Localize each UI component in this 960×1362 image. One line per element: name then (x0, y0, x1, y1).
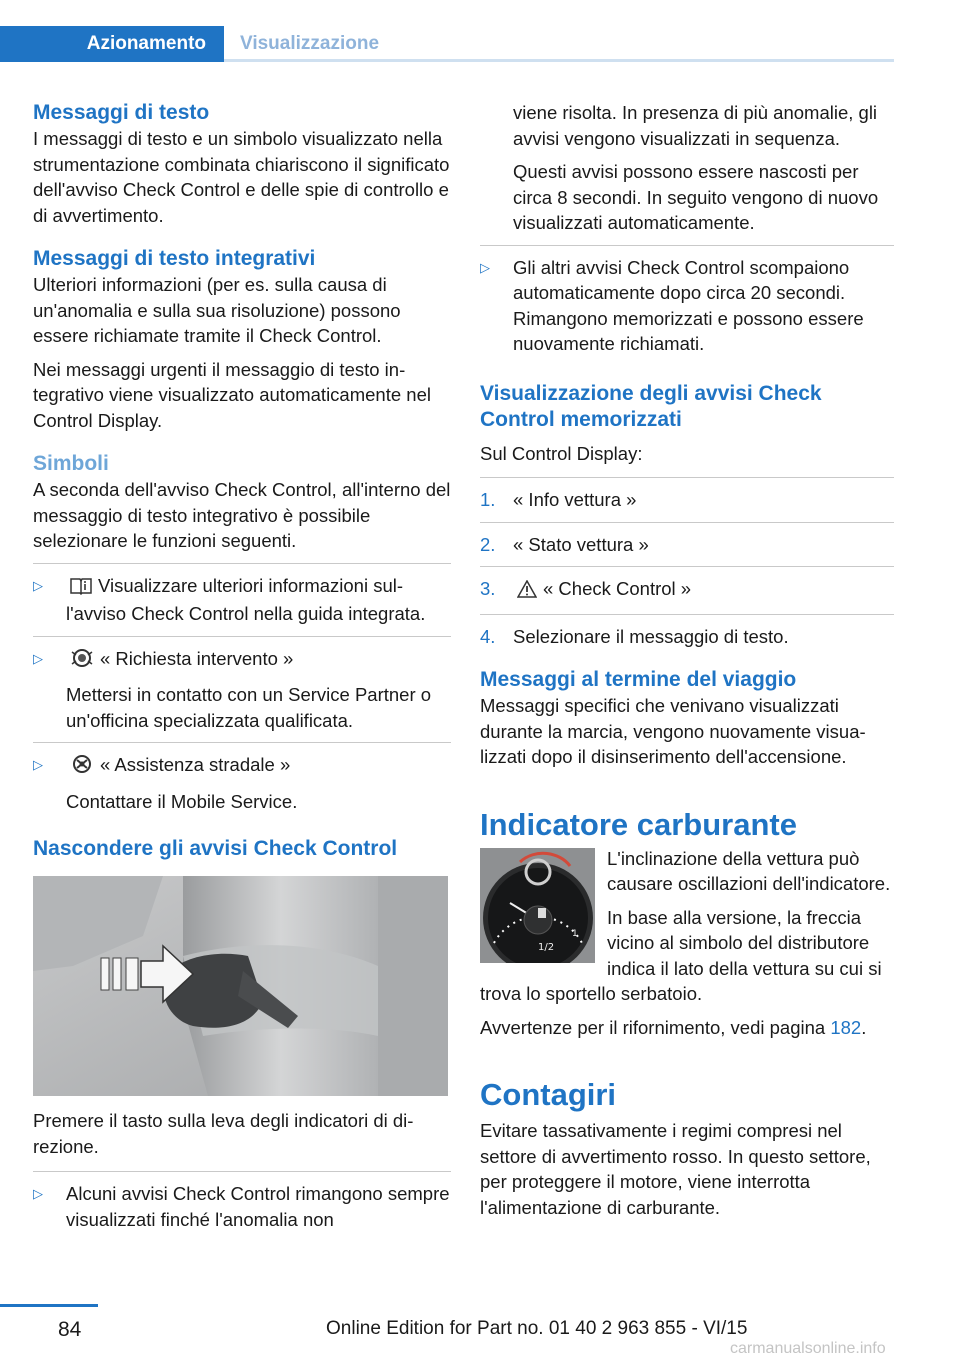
fuel-gauge-image (480, 848, 595, 963)
footer-accent-line (0, 1304, 98, 1307)
divider (480, 245, 894, 246)
divider (33, 636, 451, 637)
edition-label: Online Edition for Part no. 01 40 2 963 855 - VI/15 (326, 1318, 748, 1339)
gauge-label-full: 1 (572, 928, 578, 939)
page-number: 84 (58, 1318, 82, 1341)
step-number: 4. (480, 625, 496, 647)
gauge-label-half: 1/2 (538, 941, 555, 953)
list-item (480, 532, 894, 558)
bullet-title: « Assistenza stradale » (100, 754, 291, 775)
paragraph-text: Avvertenze per il rifornimento, vedi pagina (480, 1016, 826, 1038)
list-item (33, 1181, 451, 1232)
right-column (480, 100, 894, 1220)
paragraph: Evitare tassativamente i regimi compresi nel settore di avvertimento rosso. In questo settore, per proteggere il motore, viene interrotta l'alimentazione di carburante. (480, 1120, 871, 1218)
list-item (480, 487, 894, 513)
header-tabs (0, 26, 894, 62)
paragraph: Ulteriori informazioni (per es. sulla causa di un'anomalia e sulla sua risoluzione) possono essere richiamate tramite il Check Control. (33, 274, 401, 346)
list-item (480, 576, 894, 605)
paragraph: I messaggi di testo e un simbolo visualizzato nella strumentazione combinata chiariscono il significato dell'avviso Check Control e delle spie di controllo e di avvertimento. (33, 128, 450, 226)
triangle-bullet-icon: ▷ (33, 1186, 43, 1201)
divider (480, 522, 894, 523)
period: . (861, 1016, 867, 1038)
paragraph: Nei messaggi urgenti il messaggio di testo integrativo viene visualizzato automaticamente nel Control Display. (33, 358, 431, 431)
step-text: « Info vettura » (513, 489, 637, 510)
paragraph: Messaggi specifici che venivano visualizzati durante la marcia, vengono nuovamente visualizzati dopo il disinserimento dell'accensione. (480, 695, 866, 767)
heading-indicatore-carburante: Indicatore carburante (480, 806, 797, 842)
divider (33, 742, 451, 743)
photo-caption: Premere il tasto sulla leva degli indicatori di direzione. (33, 1110, 414, 1157)
paragraph: Questi avvisi possono essere nascosti per circa 8 secondi. In seguito vengono di nuovo visualizzati automaticamente. (513, 161, 879, 233)
triangle-bullet-icon: ▷ (33, 757, 43, 772)
step-text: « Stato vettura » (513, 533, 649, 555)
bullet-text: Mettersi in contatto con un Service Partner o un'officina specializzata qualificata. (66, 684, 432, 731)
watermark: carmanualsonline.info (730, 1340, 886, 1357)
list-item (33, 573, 451, 627)
paragraph: L'inclinazione della vettura può causare oscillazioni dell'indicatore. (607, 847, 891, 894)
triangle-bullet-icon: ▷ (480, 259, 490, 275)
header-divider (224, 59, 894, 62)
roadside-assistance-icon (70, 754, 94, 781)
warning-triangle-icon (517, 579, 537, 605)
list-item (480, 624, 894, 650)
paragraph: In base alla versione, la freccia vicino al simbolo del distributore indica il lato della vettura su cui si trova lo sportello serbatoio. (480, 906, 882, 1004)
bullet-text: Visualizzare ulteriori informazioni sull'avviso Check Control nella guida integrata. (66, 574, 426, 624)
tab-visualizzazione[interactable]: Visualizzazione (240, 33, 380, 54)
bmw-service-icon (70, 648, 94, 675)
divider (480, 566, 894, 567)
heading-nascondere-avvisi: Nascondere gli avvisi Check Control (33, 837, 398, 860)
list-item (480, 255, 894, 357)
divider (480, 477, 894, 478)
heading-messaggi-integrativi: Messaggi di testo integrativi (33, 247, 316, 270)
turn-signal-lever-photo (33, 876, 448, 1096)
page-link-182[interactable]: 182 (830, 1016, 862, 1038)
step-text: Selezionare il messaggio di testo. (513, 625, 789, 647)
step-number: 2. (480, 533, 496, 555)
heading-visualizzazione-memorizzati: Visualizzazione degli avvisi Check Control memorizzati (480, 381, 822, 431)
divider (480, 614, 894, 615)
list-item-continued (480, 100, 894, 236)
bullet-text: Contattare il Mobile Service. (66, 790, 298, 812)
divider (33, 563, 451, 564)
bullet-text: Gli altri avvisi Check Control scompaiono automaticamente dopo circa 20 secondi. Rimangono memorizzati e possono essere nuovamente richiamati. (513, 256, 864, 354)
step-text: « Check Control » (543, 578, 692, 599)
triangle-bullet-icon: ▷ (33, 577, 43, 593)
heading-simboli: Simboli (33, 452, 109, 475)
paragraph: Sul Control Display: (480, 442, 643, 464)
triangle-bullet-icon: ▷ (33, 650, 43, 666)
bullet-text: Alcuni avvisi Check Control rimangono sempre visualizzati finché l'anomalia non (66, 1183, 450, 1230)
bullet-title: « Richiesta intervento » (100, 647, 294, 669)
paragraph: viene risolta. In presenza di più anomalie, gli avvisi vengono visualizzati in sequenza. (513, 102, 878, 149)
list-item (33, 752, 451, 814)
heading-messaggi-di-testo: Messaggi di testo (33, 101, 210, 124)
left-column (33, 100, 451, 1232)
book-icon (70, 576, 92, 602)
tab-azionamento[interactable]: Azionamento (0, 26, 224, 62)
paragraph (480, 1015, 894, 1041)
heading-messaggi-termine-viaggio: Messaggi al termine del viaggio (480, 668, 797, 691)
divider (33, 1171, 451, 1172)
step-number: 3. (480, 578, 496, 599)
list-item (33, 646, 451, 734)
paragraph: A seconda dell'avviso Check Control, all'interno del messaggio di testo integrativo è possibile selezionare le funzioni seguenti. (33, 479, 451, 551)
heading-contagiri: Contagiri (480, 1077, 617, 1112)
step-number: 1. (480, 489, 496, 510)
